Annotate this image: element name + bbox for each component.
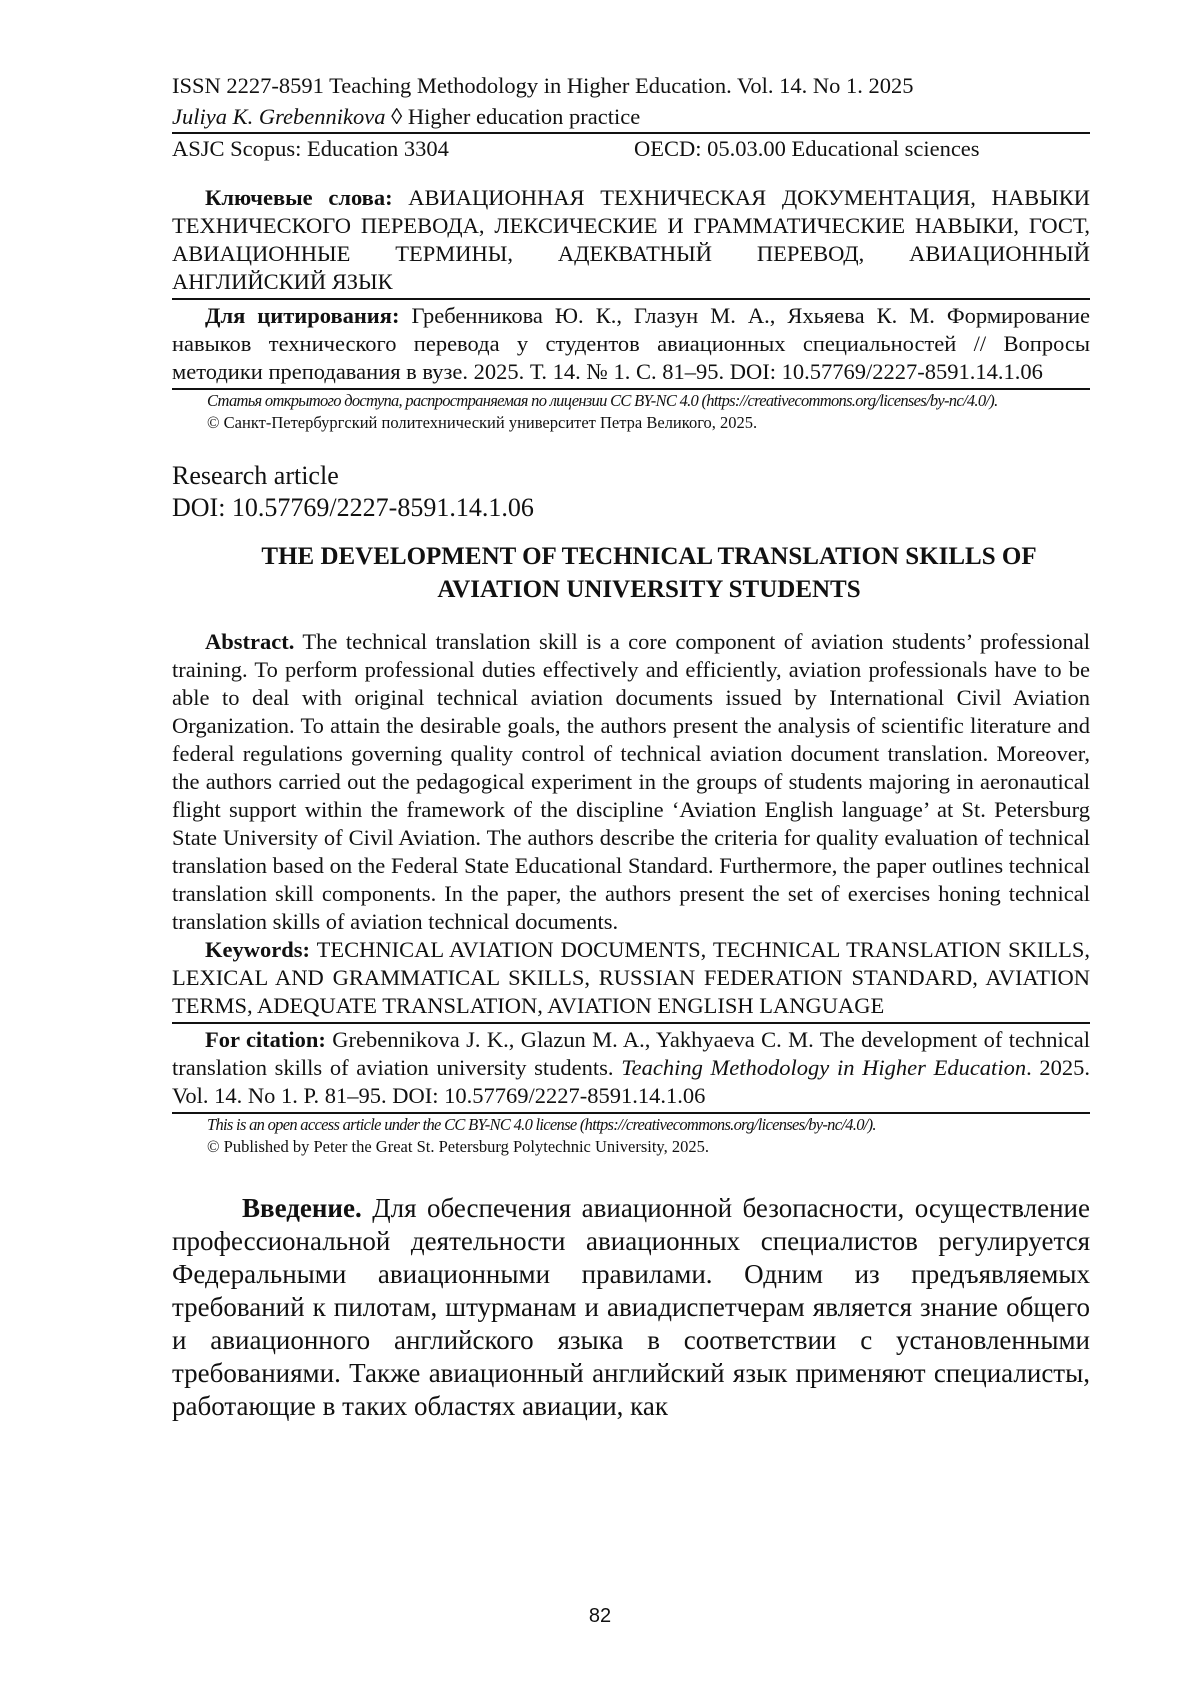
ru-copyright-line: © Санкт-Петербургский политехнический университет Петра Великого, 2025.: [207, 413, 758, 432]
ru-citation-text: Гребенникова Ю. К., Глазун М. А., Яхьяева К. М. Формирование навыков технического перевода у студентов авиационных специальностей // Вопросы методики преподавания в вузе. 2025. Т. 14. № 1. С. 81–95. DOI: 10.57769/2227-8591.14.1.06: [172, 303, 1090, 384]
ru-keywords-rule: [172, 298, 1090, 300]
introduction-text: Для обеспечения авиационной безопасности, осуществление профессиональной деятельности авиационных специалистов регулируется Федеральными авиационными правилами. Одним из предъявляемых требований к пилотам, штурманам и авиадиспетчерам является знание общего и авиационного английского языка в соответствии с установленными требованиями. Также авиационный английский язык применяют специалисты, работающие в таких областях авиации, как: [172, 1193, 1090, 1421]
ru-keywords-text: АВИАЦИОННАЯ ТЕХНИЧЕСКАЯ ДОКУМЕНТАЦИЯ, НАВЫКИ ТЕХНИЧЕСКОГО ПЕРЕВОДА, ЛЕКСИЧЕСКИЕ И ГРАММАТИЧЕСКИЕ НАВЫКИ, ГОСТ, АВИАЦИОННЫЕ ТЕРМИНЫ, АДЕКВАТНЫЙ ПЕРЕВОД, АВИАЦИОННЫЙ АНГЛИЙСКИЙ ЯЗЫК: [172, 185, 1090, 294]
article-type: Research article: [172, 461, 339, 490]
en-citation-text-end: . 2025. Vol. 14. No 1. P. 81–95. DOI: 10.57769/2227-8591.14.1.06: [172, 1055, 1091, 1108]
en-copyright-line: © Published by Peter the Great St. Petersburg Polytechnic University, 2025.: [207, 1137, 709, 1156]
classification-row: [172, 134, 1090, 164]
en-keywords-text: TECHNICAL AVIATION DOCUMENTS, TECHNICAL TRANSLATION SKILLS, LEXICAL AND GRAMMATICAL SKILLS, RUSSIAN FEDERATION STANDARD, AVIATION TERMS, ADEQUATE TRANSLATION, AVIATION ENGLISH LANGUAGE: [172, 937, 1090, 1018]
en-citation-label: For citation:: [205, 1027, 326, 1052]
abstract-text: The technical translation skill is a core component of aviation students’ professional training. To perform professional duties effectively and efficiently, aviation professionals have to be able to deal with original technical aviation documents issued by International Civil Aviation Organization. To attain the desirable goals, the authors present the analysis of scientific literature and federal regulations governing quality control of technical aviation document translation. Moreover, the authors carried out the pedagogical experiment in the groups of students majoring in aeronautical flight support within the framework of the discipline ‘Aviation English language’ at St. Petersburg State University of Civil Aviation. The authors describe the criteria for quality evaluation of technical translation based on the Federal State Educational Standard. Furthermore, the paper outlines technical translation skill components. In the paper, the authors present the set of exercises honing technical translation skills of aviation technical documents.: [172, 629, 1090, 934]
en-license-line: This is an open access article under the CC BY-NC 4.0 license (https://creativecommons.org/licenses/by-nc/4.0/).: [207, 1115, 876, 1134]
ru-keywords: [172, 184, 1090, 296]
introduction-label: Введение.: [242, 1193, 362, 1223]
running-head-section: ◊ Higher education practice: [391, 104, 641, 129]
running-head-author: Juliya K. Grebennikova: [172, 104, 386, 129]
running-head: [172, 101, 1090, 132]
en-keywords: [172, 936, 1090, 1020]
oecd-code: OECD: 05.03.00 Educational sciences: [634, 136, 980, 161]
abstract-label: Abstract.: [205, 629, 295, 654]
introduction-paragraph: [172, 1192, 1090, 1423]
en-keywords-label: Keywords:: [205, 937, 310, 962]
ru-citation-label: Для цитирования:: [205, 303, 400, 328]
abstract: [172, 628, 1090, 936]
en-keywords-rule: [172, 1022, 1090, 1024]
article-doi: DOI: 10.57769/2227-8591.14.1.06: [172, 493, 534, 522]
ru-keywords-label: Ключевые слова:: [205, 185, 393, 210]
ru-citation: [172, 302, 1090, 386]
en-citation: [172, 1026, 1090, 1110]
page-number: 82: [588, 1605, 612, 1627]
en-citation-journal: Teaching Methodology in Higher Education: [621, 1055, 1027, 1080]
asjc-code: ASJC Scopus: Education 3304: [172, 136, 449, 161]
article-title-line-1: THE DEVELOPMENT OF TECHNICAL TRANSLATION SKILLS OF: [261, 543, 1037, 570]
article-title-line-2: AVIATION UNIVERSITY STUDENTS: [437, 576, 861, 603]
journal-header: ISSN 2227-8591 Teaching Methodology in Higher Education. Vol. 14. No 1. 2025: [172, 73, 914, 98]
en-citation-text: Grebennikova J. K., Glazun M. A., Yakhyaeva C. M. The development of technical translation skills of aviation university students.: [172, 1027, 1090, 1080]
article-title: [172, 540, 1090, 606]
page: [172, 70, 1090, 1423]
ru-license-line: Статья открытого доступа, распространяемая по лицензии CC BY-NC 4.0 (https://creativecommons.org/licenses/by-nc/4.0/).: [207, 391, 998, 410]
